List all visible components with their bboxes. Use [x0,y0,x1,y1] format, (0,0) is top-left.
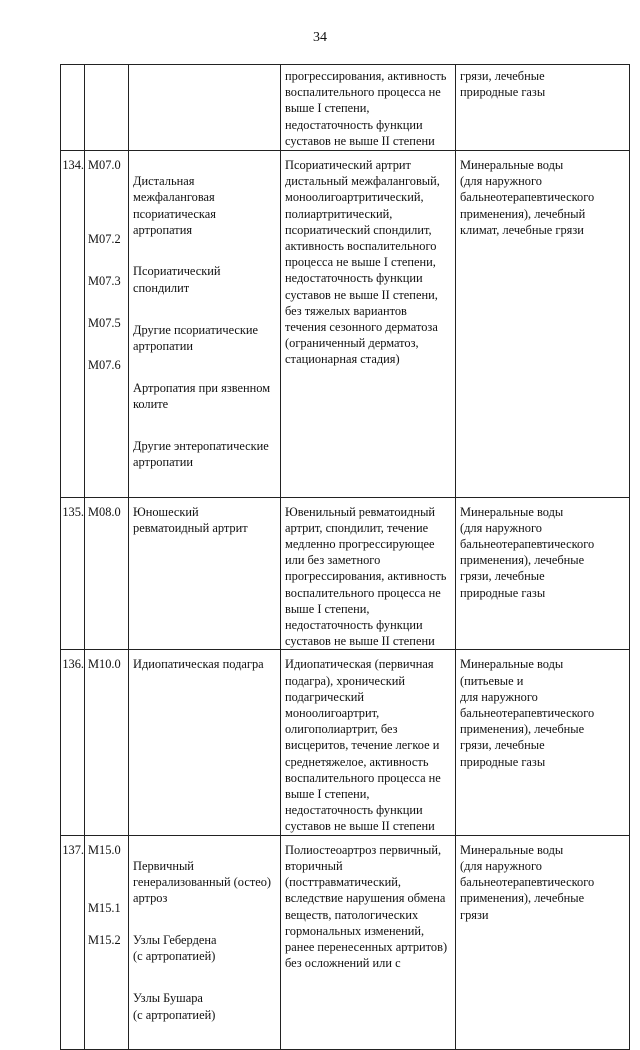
table-row [61,650,630,835]
row-number-cell: 137. [61,835,85,1049]
page-number: 34 [313,30,327,45]
icd-code: M07.0 [88,158,121,172]
code-cell [85,151,129,498]
diagnosis-name: Другие энтеропатические артропатии [133,439,269,470]
condition-cell: прогрессирования, активность воспалительного процесса не выше I степени, недостаточность функции суставов не выше II степени [281,65,456,151]
row-number-cell: 136. [61,650,85,835]
row-number-cell: 134. [61,151,85,498]
diagnosis-name: Артропатия при язвенном колите [133,380,271,412]
icd-code: M07.3 [88,274,121,288]
diagnosis-name: Псориатический спондилит [133,264,221,295]
icd-code: M08.0 [88,504,121,519]
treatment-cell: Минеральные воды (для наружного бальнеотерапевтического применения), лечебные грязи [456,835,630,1049]
treatment-cell: грязи, лечебные природные газы [456,65,630,151]
condition-cell: Идиопатическая (первичная подагра), хронический подагрический моноолигоартрит, олигополиартрит, без висцеритов, течение легкое и среднетяжелое, активность воспалительного процесса не выше I степени, недостаточность функции суставов не выше II степени [281,650,456,835]
row-number-cell [61,65,85,151]
diagnosis-name: Идиопатическая подагра [133,657,264,672]
name-cell [129,65,281,151]
diagnosis-name: Узлы Гебердена (с артропатией) [133,933,217,964]
code-cell [85,65,129,151]
icd-code: M07.5 [88,316,121,330]
icd-code: M15.1 [88,900,121,915]
name-cell [129,650,281,835]
icd-code: M07.2 [88,232,121,246]
code-cell [85,835,129,1049]
diagnosis-name: Юношеский ревматоидный артрит [133,504,248,535]
icd-code: M15.2 [88,932,121,947]
table-row [61,497,630,650]
diagnosis-name: Узлы Бушара (с артропатией) [133,991,216,1022]
row-number-cell: 135. [61,497,85,650]
code-cell [85,497,129,650]
diagnosis-name: Другие псориатические артропатии [133,322,259,353]
table-row [61,65,630,151]
icd-code: M07.6 [88,358,121,372]
table-row [61,151,630,498]
table-row [61,835,630,1049]
name-cell [129,497,281,650]
treatment-cell: Минеральные воды (для наружного бальнеотерапевтического применения), лечебный климат, лечебные грязи [456,151,630,498]
name-cell [129,151,281,498]
condition-cell: Псориатический артрит дистальный межфаланговый, моноолигоартритический, полиартритический, псориатический спондилит, активность воспалительного процесса не выше I степени, недостаточность функции суставов не выше II степени, без тяжелых вариантов течения сезонного дерматоза (ограниченный дерматоз, стационарная стадия) [281,151,456,498]
condition-cell: Ювенильный ревматоидный артрит, спондилит, течение медленно прогрессирующее или без заметного прогрессирования, активность воспалительного процесса не выше I степени, недостаточность функции суставов не выше II степени [281,497,456,650]
condition-cell: Полиостеоартроз первичный, вторичный (посттравматический, вследствие нарушения обмена веществ, патологических гормональных изменений, ранее перенесенных артритов) без осложнений или с [281,835,456,1049]
resort-treatment-table [60,64,630,1050]
icd-code: M10.0 [88,657,121,672]
treatment-cell: Минеральные воды (питьевые и для наружного бальнеотерапевтического применения), лечебные грязи, лечебные природные газы [456,650,630,835]
icd-code: M15.0 [88,842,121,857]
diagnosis-name: Первичный генерализованный (остео) артроз [133,858,272,906]
treatment-cell: Минеральные воды (для наружного бальнеотерапевтического применения), лечебные грязи, лечебные природные газы [456,497,630,650]
diagnosis-name: Дистальная межфаланговая псориатическая артропатия [133,174,216,237]
code-cell [85,650,129,835]
name-cell [129,835,281,1049]
